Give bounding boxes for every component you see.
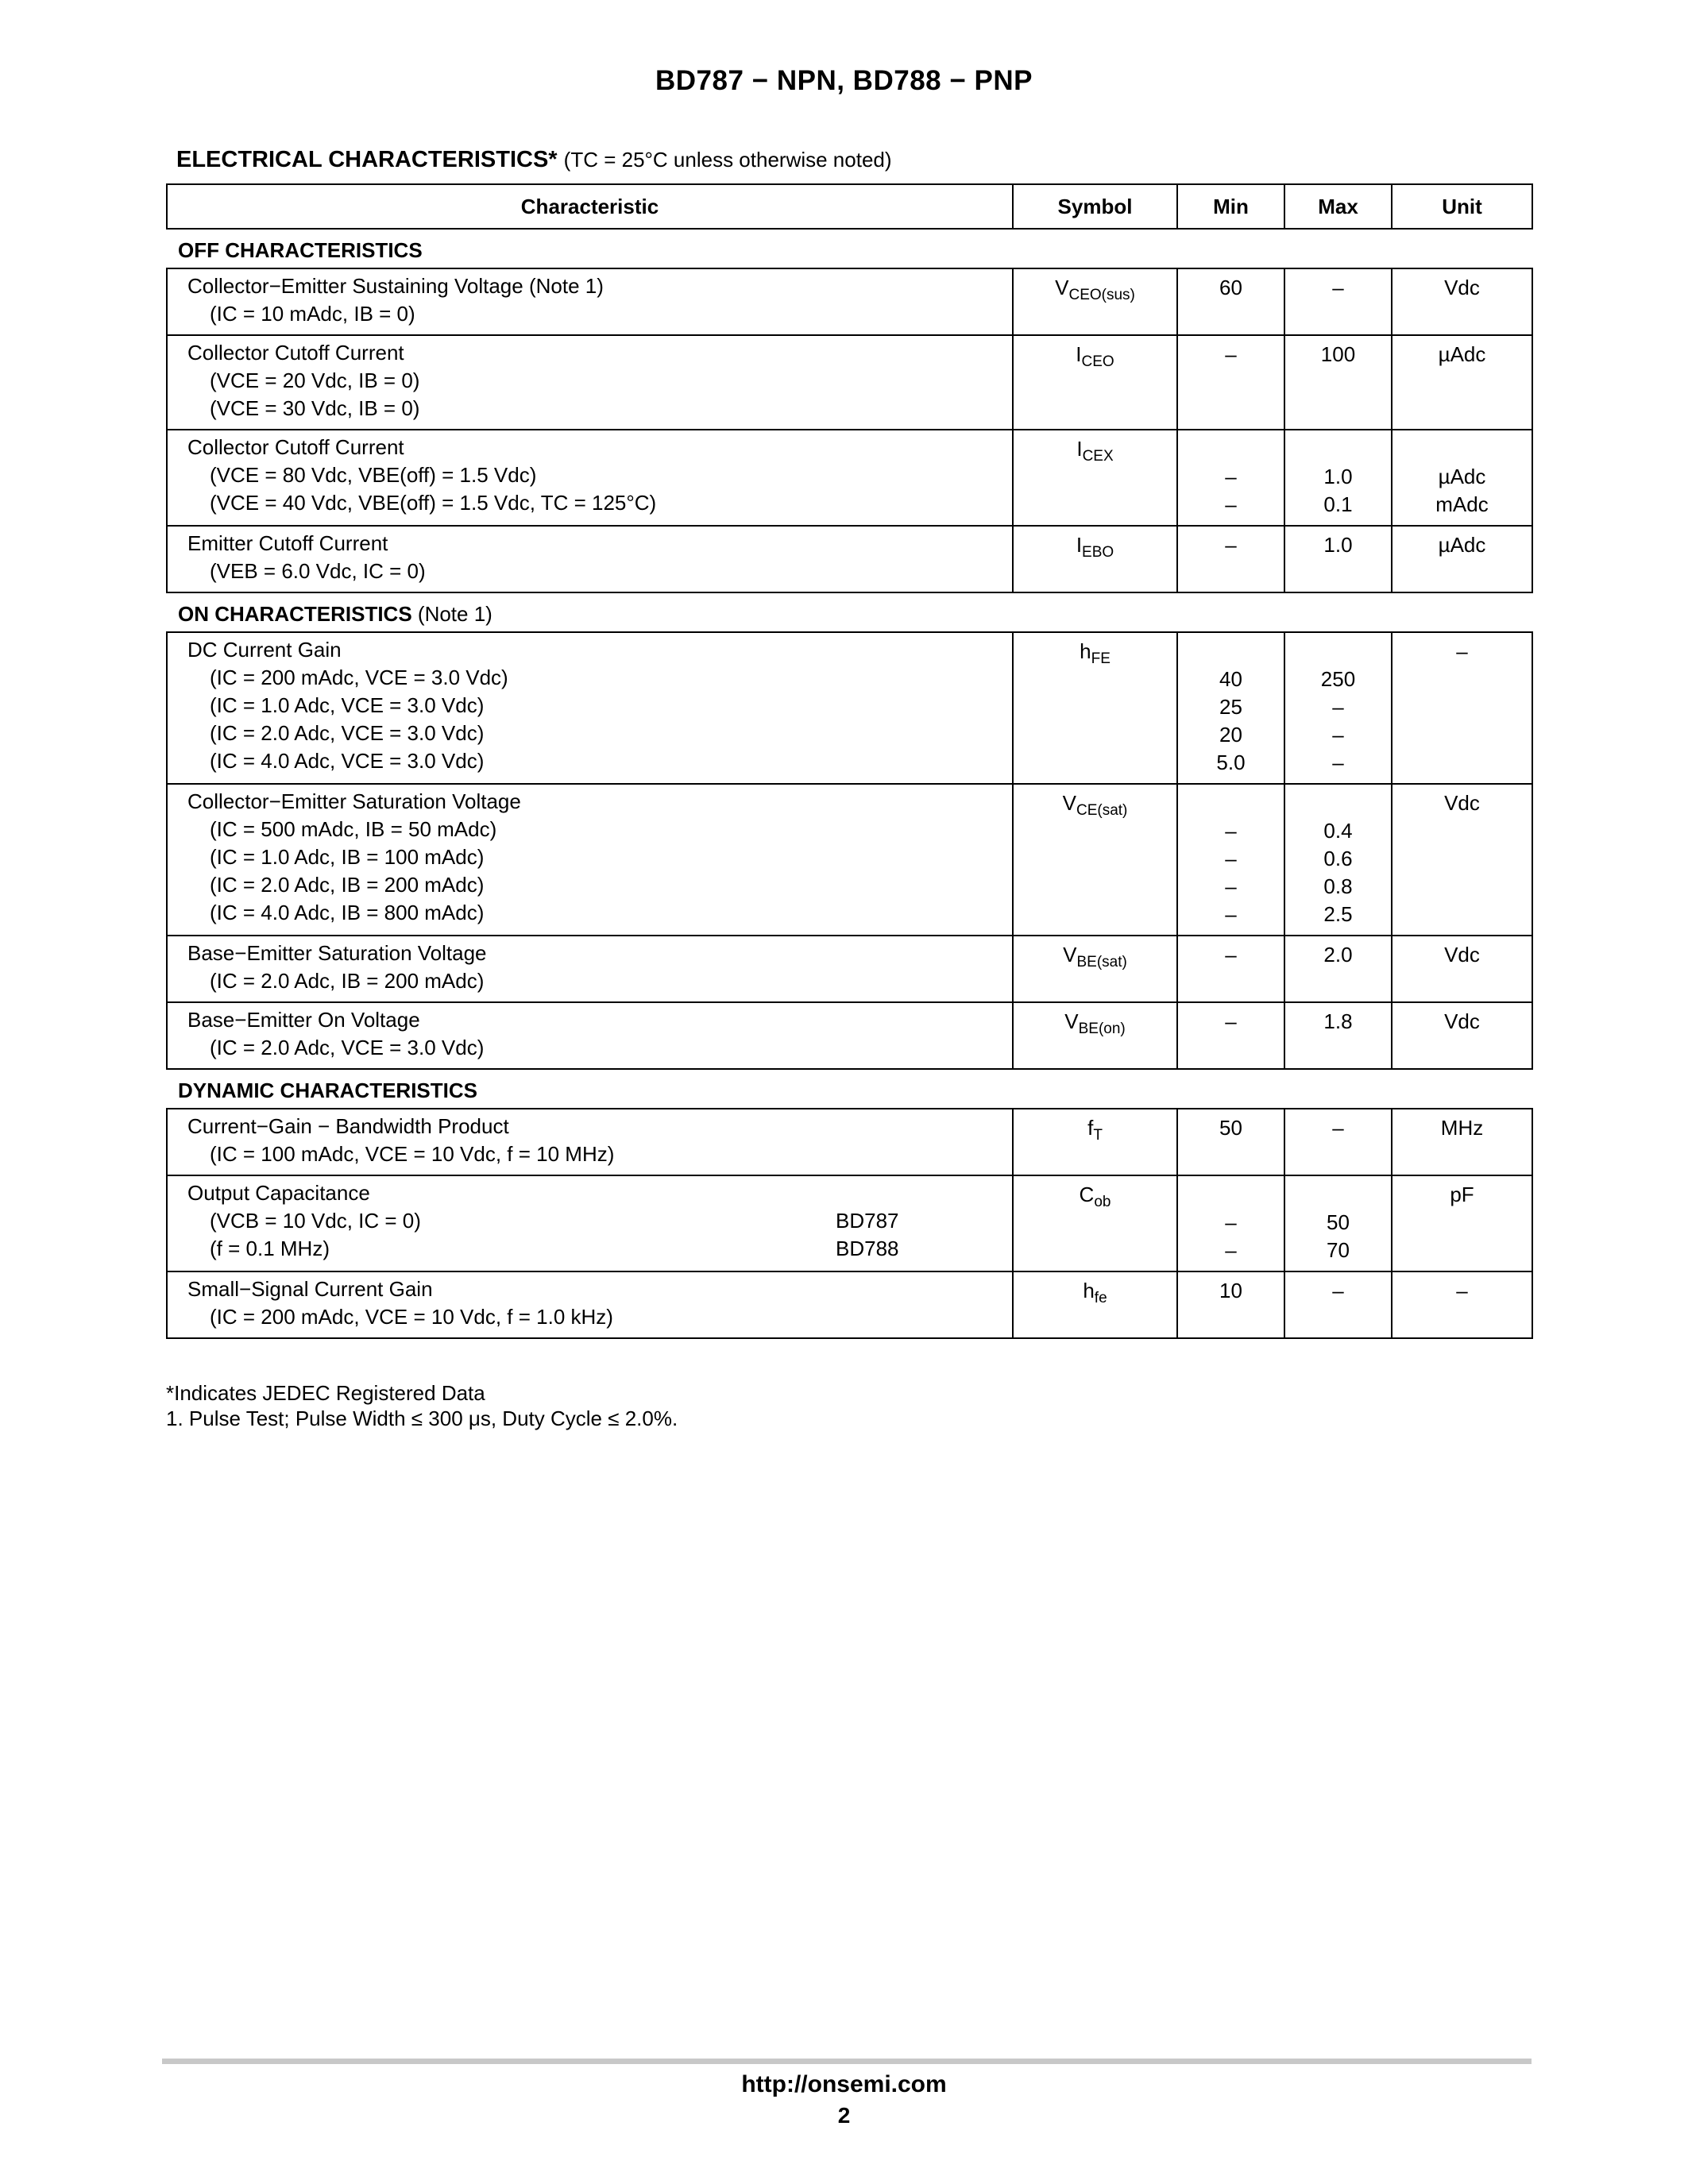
row-condition: (VCE = 40 Vdc, VBE(off) = 1.5 Vdc, TC = 125°C) [210, 491, 657, 515]
row-max: 70 [1327, 1238, 1350, 1262]
row-max: – [1284, 268, 1392, 335]
group-row-off [167, 229, 1532, 268]
row-device: BD788 [836, 1237, 899, 1260]
footnote-note1: 1. Pulse Test; Pulse Width ≤ 300 μs, Duty Cycle ≤ 2.0%. [166, 1406, 678, 1430]
row-condition: (IC = 2.0 Adc, IB = 200 mAdc) [210, 969, 485, 993]
row-max: 250 [1320, 667, 1356, 691]
row-unit: µAdc [1392, 526, 1532, 592]
header-symbol: Symbol [1013, 184, 1177, 229]
row-symbol: $h_{fe}$ [1013, 1271, 1177, 1338]
row-min: – [1177, 936, 1284, 1002]
row-max: 0.6 [1323, 847, 1353, 870]
row-min: – [1225, 874, 1237, 898]
row-condition: (VCE = 30 Vdc, IB = 0) [210, 396, 420, 420]
row-symbol: $h_{FE}$ [1013, 632, 1177, 784]
row-min: 5.0 [1216, 751, 1246, 774]
row-unit: MHz [1392, 1109, 1532, 1175]
row-name: Collector−Emitter Sustaining Voltage (Note 1) [187, 274, 604, 298]
row-unit: mAdc [1435, 492, 1489, 516]
row-condition: (f = 0.1 MHz) [210, 1237, 330, 1260]
row-name: Collector Cutoff Current [187, 435, 404, 459]
section-title [176, 147, 892, 173]
header-max: Max [1284, 184, 1392, 229]
electrical-characteristics-table [166, 183, 1533, 1339]
row-symbol: $V_{CEO(sus)}$ [1013, 268, 1177, 335]
row-condition: (IC = 2.0 Adc, VCE = 3.0 Vdc) [210, 721, 485, 745]
row-condition: (IC = 2.0 Adc, VCE = 3.0 Vdc) [210, 1036, 485, 1059]
row-condition: (IC = 4.0 Adc, IB = 800 mAdc) [210, 901, 485, 924]
row-name: Small−Signal Current Gain [187, 1277, 433, 1301]
row-max: 2.5 [1323, 902, 1353, 926]
row-unit: µAdc [1392, 335, 1532, 430]
row-condition: (IC = 200 mAdc, VCE = 3.0 Vdc) [210, 666, 508, 689]
row-condition: (IC = 1.0 Adc, VCE = 3.0 Vdc) [210, 693, 485, 717]
row-min: 40 [1219, 667, 1242, 691]
row-unit: – [1392, 632, 1532, 784]
section-title-conditions: (TC = 25°C unless otherwise noted) [563, 148, 892, 172]
row-condition: (VCB = 10 Vdc, IC = 0) [210, 1209, 421, 1233]
row-unit: Vdc [1392, 936, 1532, 1002]
row-max: 0.4 [1323, 819, 1353, 843]
row-symbol: $I_{CEO}$ [1013, 335, 1177, 430]
row-unit: pF [1392, 1175, 1532, 1271]
group-title-dynamic: DYNAMIC CHARACTERISTICS [167, 1069, 1532, 1109]
document-title: BD787 − NPN, BD788 − PNP [655, 65, 1033, 96]
table-header-row [167, 184, 1532, 229]
page-number: 2 [837, 2103, 851, 2128]
table-row [167, 430, 1532, 526]
row-max: 0.8 [1323, 874, 1353, 898]
row-max: 0.1 [1323, 492, 1353, 516]
row-condition: (VEB = 6.0 Vdc, IC = 0) [210, 559, 426, 583]
row-max: 1.0 [1284, 526, 1392, 592]
row-min: 20 [1219, 723, 1242, 747]
row-condition: (IC = 4.0 Adc, VCE = 3.0 Vdc) [210, 749, 485, 773]
row-max: 1.8 [1284, 1002, 1392, 1069]
row-symbol: $V_{BE(sat)}$ [1013, 936, 1177, 1002]
row-max: 1.0 [1323, 465, 1353, 488]
row-condition: (IC = 1.0 Adc, IB = 100 mAdc) [210, 845, 485, 869]
footnote-jedec: *Indicates JEDEC Registered Data [166, 1381, 485, 1405]
row-unit: – [1392, 1271, 1532, 1338]
row-condition: (IC = 10 mAdc, IB = 0) [210, 302, 415, 326]
table-row [167, 1271, 1532, 1338]
header-characteristic: Characteristic [167, 184, 1013, 229]
row-condition: (IC = 2.0 Adc, IB = 200 mAdc) [210, 873, 485, 897]
group-row-on [167, 592, 1532, 632]
row-name: Current−Gain − Bandwidth Product [187, 1114, 509, 1138]
row-min: – [1177, 1002, 1284, 1069]
row-name: Output Capacitance [187, 1181, 370, 1205]
row-unit: µAdc [1438, 465, 1486, 488]
row-max: 2.0 [1284, 936, 1392, 1002]
footnotes [166, 1380, 678, 1431]
row-max: 50 [1327, 1210, 1350, 1234]
row-min: – [1177, 526, 1284, 592]
row-min: – [1177, 335, 1284, 430]
group-note-on: (Note 1) [417, 601, 492, 626]
header-unit: Unit [1392, 184, 1532, 229]
row-max: – [1332, 751, 1344, 774]
row-condition: (IC = 100 mAdc, VCE = 10 Vdc, f = 10 MHz) [210, 1142, 615, 1166]
row-device: BD787 [836, 1209, 899, 1233]
row-max: – [1332, 723, 1344, 747]
row-name: Base−Emitter Saturation Voltage [187, 941, 487, 965]
table-row [167, 335, 1532, 430]
table-row [167, 632, 1532, 784]
table-row [167, 268, 1532, 335]
row-unit: Vdc [1392, 784, 1532, 936]
row-condition: (VCE = 80 Vdc, VBE(off) = 1.5 Vdc) [210, 463, 537, 487]
row-symbol: $f_T$ [1013, 1109, 1177, 1175]
group-row-dynamic [167, 1069, 1532, 1109]
row-symbol: $V_{CE(sat)}$ [1013, 784, 1177, 936]
row-name: Base−Emitter On Voltage [187, 1008, 420, 1032]
row-min: – [1225, 902, 1237, 926]
table-row [167, 526, 1532, 592]
row-name: Emitter Cutoff Current [187, 531, 388, 555]
row-max: – [1284, 1271, 1392, 1338]
row-min: 60 [1177, 268, 1284, 335]
row-min: 25 [1219, 695, 1242, 719]
table-row [167, 1109, 1532, 1175]
group-title-off: OFF CHARACTERISTICS [167, 229, 1532, 268]
section-title-label: ELECTRICAL CHARACTERISTICS* [176, 147, 558, 172]
row-unit: Vdc [1392, 268, 1532, 335]
row-max: – [1284, 1109, 1392, 1175]
row-min: – [1225, 1238, 1237, 1262]
row-min: – [1225, 492, 1237, 516]
row-max: – [1332, 695, 1344, 719]
row-name: Collector−Emitter Saturation Voltage [187, 789, 521, 813]
row-unit: Vdc [1392, 1002, 1532, 1069]
table-row [167, 1002, 1532, 1069]
footer-divider [162, 2059, 1532, 2064]
row-symbol: $V_{BE(on)}$ [1013, 1002, 1177, 1069]
row-symbol: $I_{EBO}$ [1013, 526, 1177, 592]
table-row [167, 784, 1532, 936]
footer-url[interactable]: http://onsemi.com [741, 2071, 947, 2097]
header-min: Min [1177, 184, 1284, 229]
row-max: 100 [1284, 335, 1392, 430]
row-condition: (IC = 200 mAdc, VCE = 10 Vdc, f = 1.0 kHz) [210, 1305, 613, 1329]
row-condition: (VCE = 20 Vdc, IB = 0) [210, 369, 420, 392]
group-title-on: ON CHARACTERISTICS [178, 601, 412, 626]
row-min: – [1225, 1210, 1237, 1234]
row-min: – [1225, 847, 1237, 870]
row-min: – [1225, 465, 1237, 488]
row-min: – [1225, 819, 1237, 843]
row-symbol: $I_{CEX}$ [1013, 430, 1177, 526]
row-condition: (IC = 500 mAdc, IB = 50 mAdc) [210, 817, 497, 841]
row-name: DC Current Gain [187, 638, 342, 662]
table-row [167, 936, 1532, 1002]
row-symbol: $C_{ob}$ [1013, 1175, 1177, 1271]
row-min: 10 [1177, 1271, 1284, 1338]
row-name: Collector Cutoff Current [187, 341, 404, 365]
table-row [167, 1175, 1532, 1271]
row-min: 50 [1177, 1109, 1284, 1175]
